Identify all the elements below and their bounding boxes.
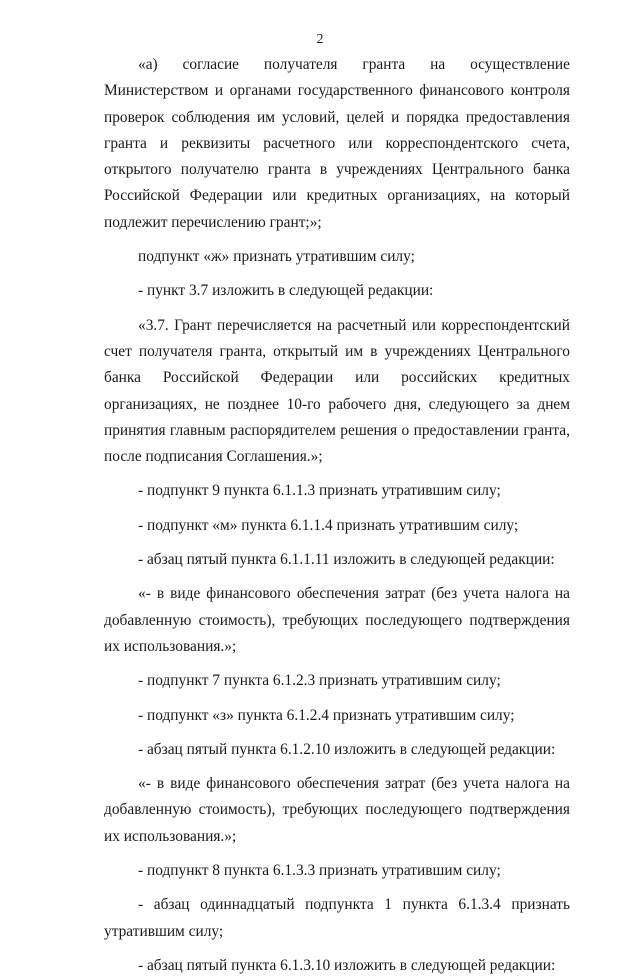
page-number: 2: [316, 32, 324, 47]
paragraph-13: - подпункт 8 пункта 6.1.3.3 признать утратившим силу;: [138, 862, 501, 880]
paragraph-15: - абзац пятый пункта 6.1.3.10 изложить в следующей редакции:: [138, 956, 556, 974]
document-body: [104, 52, 570, 979]
paragraph-4: «3.7. Грант перечисляется на расчетный или корреспондентский счет получателя гранта, открытый им в учреждениях Центрального банка Российской Федерации или российских кредитных организациях, не позднее 10-го рабочего дня, следующего за днем принятия главным распорядителем решения о предоставлении гранта, после подписания Соглашения.»;: [104, 316, 570, 466]
paragraph-3: - пункт 3.7 изложить в следующей редакции:: [138, 282, 434, 300]
paragraph-2: подпункт «ж» признать утратившим силу;: [138, 248, 415, 266]
paragraph-7: - абзац пятый пункта 6.1.1.11 изложить в следующей редакции:: [138, 551, 555, 569]
paragraph-8: «- в виде финансового обеспечения затрат (без учета налога на добавленную стоимость), требующих последующего подтверждения их использования.»;: [104, 585, 570, 655]
paragraph-1: «а) согласие получателя гранта на осуществление Министерством и органами государственного финансового контроля проверок соблюдения им условий, целей и порядка предоставления гранта и реквизиты расчетного или корреспондентского счета, открытого получателю гранта в учреждениях Центрального банка Российской Федерации или кредитных организациях, на который подлежит перечислению грант;»;: [104, 56, 570, 231]
paragraph-12: «- в виде финансового обеспечения затрат (без учета налога на добавленную стоимость), требующих последующего подтверждения их использования.»;: [104, 775, 570, 845]
paragraph-10: - подпункт «з» пункта 6.1.2.4 признать утратившим силу;: [138, 706, 515, 724]
paragraph-9: - подпункт 7 пункта 6.1.2.3 признать утратившим силу;: [138, 672, 501, 690]
paragraph-11: - абзац пятый пункта 6.1.2.10 изложить в следующей редакции:: [138, 740, 556, 758]
paragraph-6: - подпункт «м» пункта 6.1.1.4 признать утратившим силу;: [138, 516, 519, 534]
paragraph-14: - абзац одиннадцатый подпункта 1 пункта 6.1.3.4 признать утратившим силу;: [104, 896, 570, 940]
paragraph-5: - подпункт 9 пункта 6.1.1.3 признать утратившим силу;: [138, 482, 501, 500]
